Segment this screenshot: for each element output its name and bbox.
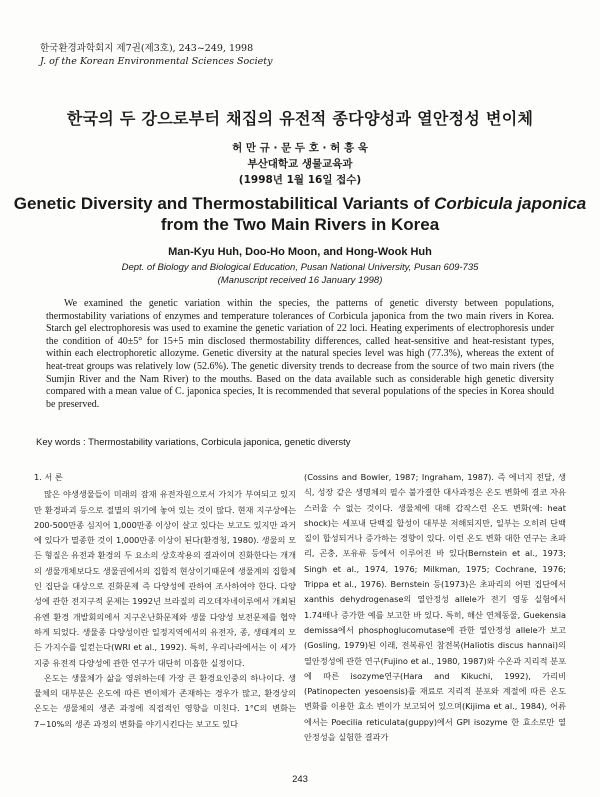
journal-citation-ko: 한국환경과학회지 제7권(제3호), 243~249, 1998	[40, 43, 254, 54]
affiliation-english: Dept. of Biology and Biological Education, Pusan National University, Pusan 609-735	[121, 262, 479, 273]
journal-citation-en: J. of the Korean Environmental Sciences Society	[40, 56, 273, 67]
affiliation-korean: 부산대학교 생물교육과	[247, 158, 353, 170]
paragraph: 온도는 생물체가 삶을 영위하는데 가장 큰 환경요인중의 하나이다. 생물체의 대부분은 온도에 따른 변이체가 존재하는 경우가 많고, 환경상의 온도는 생물체의 생존 과정에 직접적인 영향을 미친다. 1°C의 변화는 7~10%의 생존 과정의 변화를 야기시킨다는 보고도 있다	[34, 672, 296, 729]
section-heading: 1. 서 론	[34, 472, 63, 482]
korean-byline	[0, 140, 600, 188]
title-korean: 한국의 두 강으로부터 채집의 유전적 종다양성과 열안정성 변이체	[66, 109, 534, 128]
journal-header	[40, 42, 272, 68]
paragraph: 많은 야생생물들이 미래의 잠재 유전자원으로서 가치가 부여되고 있지만 환경파괴 등으로 절멸의 위기에 놓여 있는 것이 많다. 현재 지구상에는 200-500만종 심지어 1,000만종 이상이 살고 있다는 보고도 있지만 과거에 있다가 멸종한 것이 1,000만종 이상이 된다(환경청, 1980). 생물의 모든 형질은 유전과 환경의 두 요소의 상호작용의 결과이며 진화한다는 개개의 생물개체보다도 생물권에서의 집합적 현상이기때문에 생물계의 집합체인 집단을 대상으로 진화문제 즉 다양성에 관하여 조사하여야 한다. 다양성에 관한 전지구적 문제는 1992년 브라질의 리오데자네이루에서 개최된 유엔 환경 개발회의에서 지구온난화문제와 생물 다양성 보전문제를 협약하게 되었다. 생물종 다양성이란 일정지역에서의 유전자, 종, 생태계의 모든 가지수를 일컫는다(WRI et al., 1992). 특히, 우리나라에서는 이 세가지중 유전적 다양성에 관한 연구가 대단히 미흡한 실정이다.	[34, 489, 296, 668]
authors-korean: 허 만 규 · 문 두 호 · 허 흥 욱	[232, 142, 368, 154]
abstract-text: We examined the genetic variation within the species, the patterns of genetic diversty between populations, thermostability variations of enzymes and temperature tolerances of Corbicula japonica from the two main rivers in Korea. Starch gel electrophoresis was used to examine the genetic variation of 22 loci. Heating experiments of electrophoresis under the condition of 40±5° for 15+5 min disclosed thermostability differences, called heat-sensitive and heat-resistant types, within each electrophoretic allozyme. Genetic diversity at the natural species level was high (77.3%), whereas the extent of heat-treat groups was relatively low (52.6%). The genetic diversity trends to decrease from the source of two main rivers (the Sumjin River and the Nam River) to the mouths. Based on the data available such as considerable high genetic diversity compared with a mean value of C. japonica species, It is recommended that several populations of the species in Korea should be preserved.	[46, 298, 554, 410]
keywords-text: Thermostability variations, Corbicula japonica, genetic diversty	[88, 437, 351, 448]
received-korean: (1998년 1월 16일 접수)	[238, 174, 362, 186]
title-english	[0, 193, 600, 235]
abstract	[46, 298, 554, 411]
body-column-left	[34, 470, 296, 732]
keywords	[36, 437, 566, 448]
keywords-label: Key words :	[36, 437, 89, 448]
authors-english: Man-Kyu Huh, Doo-Ho Moon, and Hong-Wook Huh	[168, 246, 432, 258]
affiliation-english-block	[0, 261, 600, 287]
title-english-part2: from the Two Main Rivers in Korea	[160, 215, 440, 234]
page-number: 243	[292, 774, 308, 785]
title-english-species: Corbicula japonica	[434, 194, 587, 213]
title-english-part1: Genetic Diversity and Thermostabilitical Variants of	[13, 194, 435, 213]
body-column-right	[304, 470, 566, 745]
received-english: (Manuscript received 16 January 1998)	[217, 275, 383, 286]
paragraph: (Cossins and Bowler, 1987; Ingraham, 1987). 즉 에너지 전달, 생식, 성장 같은 생명체의 필수 불가결한 대사과정은 온도 변화에 결코 자유스러울 수 없는 것이다. 생물체에 대해 갑작스런 온도 변화(예: heat shock)는 세포내 단백질 합성이 대부분 저해되지만, 일부는 오히려 단백질이 합성되거나 증가하는 경향이 있다. 이런 온도 변화 대한 연구는 초파리, 곤충, 포유류 등에서 이루어진 바 있다(Bernstein et al., 1973; Singh et al., 1974, 1976; Milkman, 1975; Cochrane, 1976; Trippa et al., 1976). Bernstein 등(1973)은 초파리의 어떤 집단에서 xanthis dehydrogenase의 열안정성 allele가 전기 영동 실험에서 1.74배나 증가한 예를 보고한 바 있다. 특히, 해산 연체동물, Guekensia demissa에서 phosphoglucomutase에 관한 열안정성 allele가 보고(Gosling, 1979)된 이래, 전복류인 참전복(Haliotis discus hannai)의 열안정성에 관한 연구(Fujino et al., 1980, 1987)와 수온과 지리적 분포에 따른 isozyme연구(Hara and Kikuchi, 1992), 가리비(Patinopecten yesoensis)를 재료로 지리적 분포와 계절에 따른 온도 변화를 이용한 효소 변이가 보고되어 있으며(Kijima et al., 1984), 어류에서는 Poecilia reticulata(guppy)에서 GPI isozyme 한 효소로만 열안정성을 실험한 결과가	[304, 472, 566, 743]
